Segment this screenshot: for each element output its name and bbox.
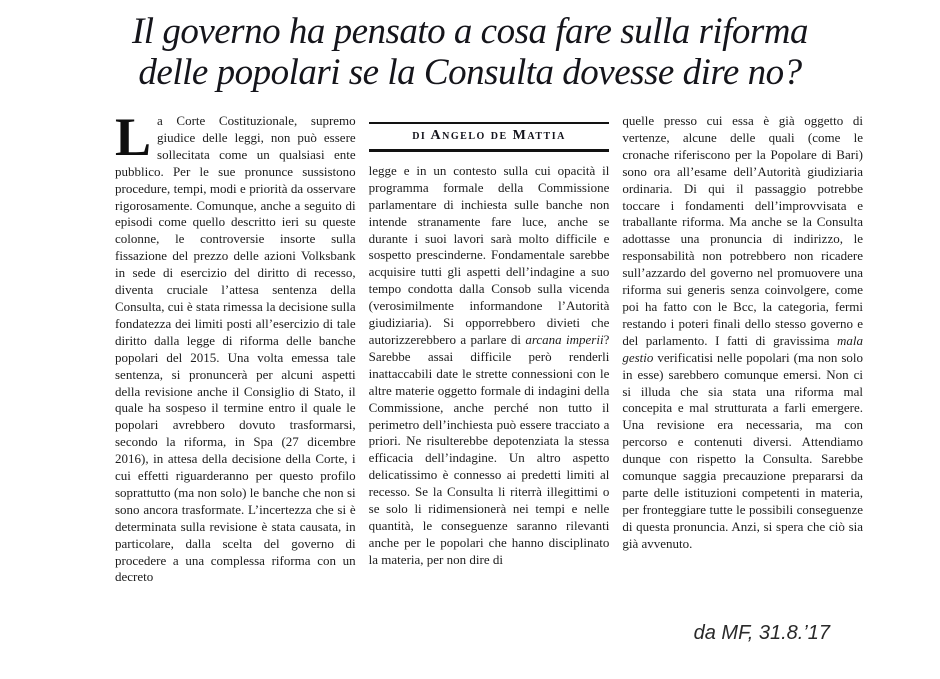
column-3-text: quelle presso cui essa è già oggetto di vertenze, alcune delle quali (come le cronache riferiscono per la Popolare di Bari) sono ora all’esame dell’Autorità giudiziaria ordinaria. Di qui il passaggio potrebbe toccare i fondamenti dell’improvvisata e traballante riforma. Ma anche se la Consulta adottasse una pronuncia di indirizzo, le responsabilità non potrebbero non ricadere sull’azzardo del governo nel promuovere una riforma sui generis senza coinvolgere, come poi ha fatto con le Bcc, la categoria, fermi restando i poteri finali dello stesso governo e del parlamento. I fatti di gravissima mala gestio verificatisi nelle popolari (ma non solo in esse) sarebbero comunque emersi. Non ci si illuda che sia stata una riforma mal concepita e mal strutturata a farli emergere. Una revisione era necessaria, ma con percorso e contenuti diversi. Attendiamo dunque con rispetto la Consulta. Sarebbe comunque saggia precauzione prepararsi da parte delle istituzioni competenti in materia, per fronteggiare tutte le possibili conseguenze di questa pronuncia. Anzi, si spera che ciò sia già avvenuto. (622, 113, 864, 551)
drop-cap: L (115, 107, 152, 167)
headline-line-2: delle popolari se la Consulta dovesse dire no? (138, 52, 802, 93)
article-headline (0, 11, 940, 93)
column-2-text: legge e in un contesto sulla cui opacità il programma formale della Commissione parlamentare di inchiesta sulle banche non intende stranamente fare luce, anche se durante i suoi lavori sarà molto difficile e sospetto prescinderne. Fondamentale sarebbe acquisire tutti gli aspetti dell’indagine a suo tempo condotta dalla Consob sulla vicenda (verosimilmente informandone l’Autorità giudiziaria). Si opporrebbero divieti che autorizzerebbero a parlare di arcana imperii? Sarebbe assai difficile però renderli inattaccabili date le strette connessioni con le altre materie oggetto formale di indagini della Commissione, anche perché non tutto il perimetro dell’inchiesta può essere tracciato a priori. Ne risulterebbe depotenziata la stessa efficacia dell’indagine. Un altro aspetto delicatissimo è connesso ai predetti limiti al recesso. Se la Consulta li riterrà illegittimi o se solo li ridimensionerà nei tempi e nelle quantità, le conseguenze saranno rilevanti anche per le popolari che hanno disciplinato la materia, per non dire di (368, 162, 610, 567)
article-column-3 (622, 113, 863, 586)
article-column-1 (115, 107, 356, 586)
headline-line-1: Il governo ha pensato a cosa fare sulla riforma (131, 11, 809, 52)
byline: di Angelo de Mattia (412, 128, 566, 143)
byline-box (369, 122, 610, 152)
article-column-2 (369, 113, 610, 586)
newspaper-clipping-page (0, 11, 940, 679)
source-attribution: da MF, 31.8.’17 (693, 622, 830, 644)
column-1-text: a Corte Costituzionale, supremo giudice delle leggi, non può essere sollecitata come un qualsiasi ente pubblico. Per le sue pronunce sussistono procedure, tempi, modi e priorità da osservare rigorosamente. Comunque, anche a seguito di episodi come quello descritto ieri su queste colonne, le controversie insorte sulla fissazione del prezzo delle azioni Volksbank in sede di esercizio del diritto di recesso, diventa cruciale l’attesa sentenza della Consulta, cui è stata rimessa la decisione sulla fondatezza dei limiti posti all’esercizio di tale diritto dalla legge di riforma delle banche popolari del 2015. Una volta emessa tale sentenza, si pronuncerà per alcuni aspetti della revisione anche il Consiglio di Stato, il quale ha sospeso il termine entro il quale le popolari avrebbero dovuto trasformarsi, secondo la riforma, in Spa (27 dicembre 2016), in attesa della decisione della Corte, i cui effetti riguarderanno per questo profilo soprattutto (ma non solo) le banche che non si sono ancora trasformate. L’incertezza che si è determinata sulla revisione è stata causata, in particolare, dalla scelta del governo di procedere a una complessa riforma con un decreto (115, 113, 356, 585)
article-body (115, 107, 864, 586)
